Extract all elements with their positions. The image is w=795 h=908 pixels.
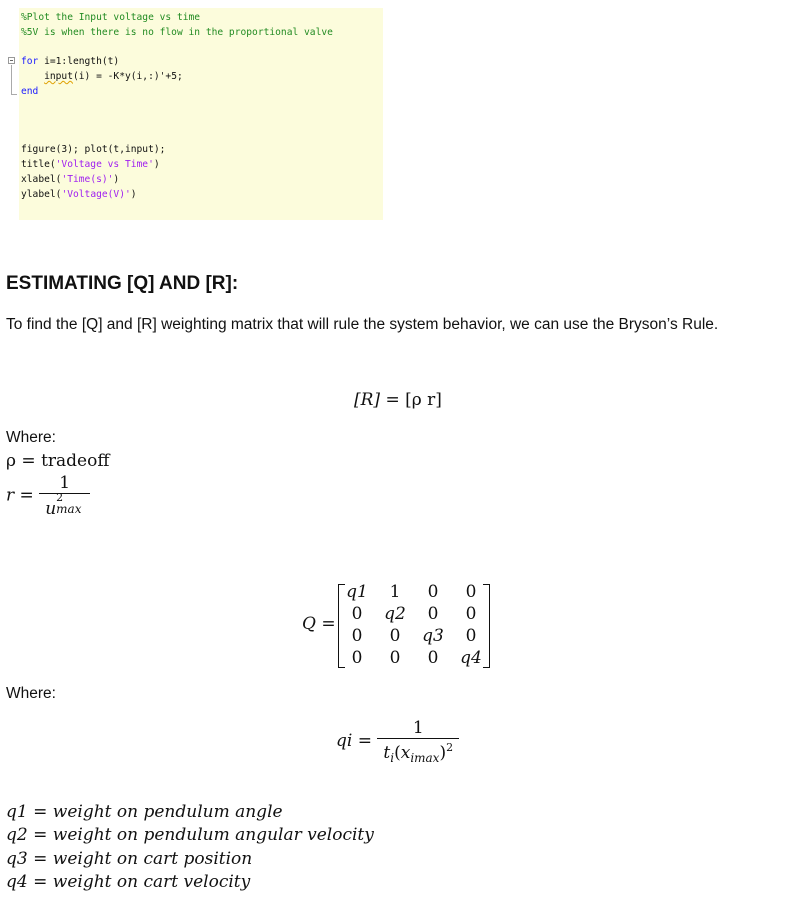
code-text: )	[153, 159, 160, 170]
matrix-cell: 0	[351, 604, 363, 624]
math-lhs: q1	[6, 802, 28, 822]
code-text: )	[130, 189, 137, 200]
math-paren: )	[439, 743, 447, 763]
matrix-lhs	[302, 614, 336, 634]
fold-toggle-icon[interactable]	[8, 57, 15, 64]
rho-definition	[6, 451, 109, 471]
code-ylabel-line	[21, 188, 137, 203]
math-eq: =	[16, 451, 42, 471]
matrix-cell: 0	[351, 626, 363, 646]
matrix-cell: 0	[465, 604, 477, 624]
math-var: x	[400, 743, 411, 763]
code-comment-line: %Plot the Input voltage vs time	[21, 12, 201, 23]
code-xlabel-line	[21, 173, 119, 188]
math-eq: =	[27, 825, 53, 845]
math-lhs: ρ	[6, 451, 16, 471]
matlab-code-block	[19, 8, 383, 220]
math-sub: max	[56, 502, 82, 516]
code-text: (i) = -K*y(i,:)'+5;	[73, 71, 183, 82]
qi-definition	[336, 718, 459, 765]
section-heading: ESTIMATING [Q] AND [R]:	[6, 273, 239, 294]
matrix-cell: 0	[465, 582, 477, 602]
math-rhs: weight on pendulum angular velocity	[52, 825, 374, 845]
code-string: 'Time(s)'	[61, 174, 114, 185]
fold-guide-line	[11, 65, 12, 95]
math-rhs: tradeoff	[41, 451, 110, 471]
matrix-cell: q2	[384, 604, 406, 624]
code-string: 'Voltage vs Time'	[55, 159, 154, 170]
r-definition	[6, 473, 90, 519]
matrix-cell: 0	[465, 626, 477, 646]
math-sub: i	[390, 751, 395, 765]
fraction-denominator	[39, 493, 90, 519]
fraction-numerator: 1	[412, 718, 424, 738]
math-eq: =	[380, 390, 406, 410]
code-title-line	[21, 158, 160, 173]
matrix-cell: 0	[351, 648, 363, 668]
fraction	[39, 473, 90, 519]
math-var: u	[45, 499, 57, 519]
math-sup: 2	[446, 741, 454, 754]
math-eq: =	[14, 485, 40, 506]
definition-line	[6, 849, 252, 869]
math-lhs: q2	[6, 825, 28, 845]
math-lhs: qi	[336, 731, 353, 751]
math-lhs: q4	[6, 872, 28, 892]
math-var: t	[383, 743, 391, 763]
fraction	[377, 718, 459, 765]
keyword-end: end	[21, 86, 39, 97]
fraction-numerator: 1	[59, 473, 71, 493]
math-eq: =	[352, 731, 378, 751]
code-text: i=1:length(t)	[38, 56, 120, 67]
code-text: title(	[21, 159, 56, 170]
definition-line	[6, 872, 250, 892]
math-rhs: [ρ r]	[405, 390, 442, 410]
matrix-cell: 0	[389, 648, 401, 668]
matrix-cell: q1	[346, 582, 368, 602]
fold-guide-end	[11, 94, 17, 95]
math-sup: 2	[56, 491, 64, 504]
code-text-warned: input	[44, 71, 73, 82]
intro-paragraph: To find the [Q] and [R] weighting matrix that will rule the system behavior, we can use the Bryson’s Rule.	[6, 316, 719, 333]
math-eq: =	[321, 614, 336, 634]
math-rhs: weight on cart position	[52, 849, 253, 869]
matrix-cell: q3	[422, 626, 444, 646]
code-figure-line: figure(3); plot(t,input);	[21, 144, 166, 155]
where-label: Where:	[6, 685, 56, 702]
where-label: Where:	[6, 429, 56, 446]
code-text: )	[113, 174, 120, 185]
matrix-cell: 0	[427, 582, 439, 602]
math-eq: =	[27, 802, 53, 822]
matrix-cell: 0	[389, 626, 401, 646]
matrix-cell: 0	[427, 604, 439, 624]
matrix-cell: 1	[389, 582, 401, 602]
definition-line	[6, 825, 374, 845]
math-paren: (	[394, 743, 401, 763]
matrix-cell: 0	[427, 648, 439, 668]
math-lhs: [R]	[354, 390, 381, 410]
math-eq: =	[27, 849, 53, 869]
code-for-line	[21, 55, 119, 70]
r-matrix-equation	[354, 390, 442, 410]
math-lhs: Q	[302, 614, 316, 634]
code-comment-line: %5V is when there is no flow in the proportional valve	[21, 27, 333, 38]
matrix-cell: q4	[460, 648, 482, 668]
math-lhs: q3	[6, 849, 28, 869]
code-text: xlabel(	[21, 174, 62, 185]
definition-line	[6, 802, 283, 822]
code-text: ylabel(	[21, 189, 62, 200]
math-rhs: weight on pendulum angle	[52, 802, 283, 822]
math-sub: imax	[410, 751, 440, 765]
keyword-for: for	[21, 56, 39, 67]
code-assign-line	[21, 70, 183, 85]
math-rhs: weight on cart velocity	[52, 872, 251, 892]
math-eq: =	[27, 872, 53, 892]
code-string: 'Voltage(V)'	[61, 189, 131, 200]
fraction-denominator	[377, 738, 459, 765]
math-lhs: r	[6, 485, 15, 506]
